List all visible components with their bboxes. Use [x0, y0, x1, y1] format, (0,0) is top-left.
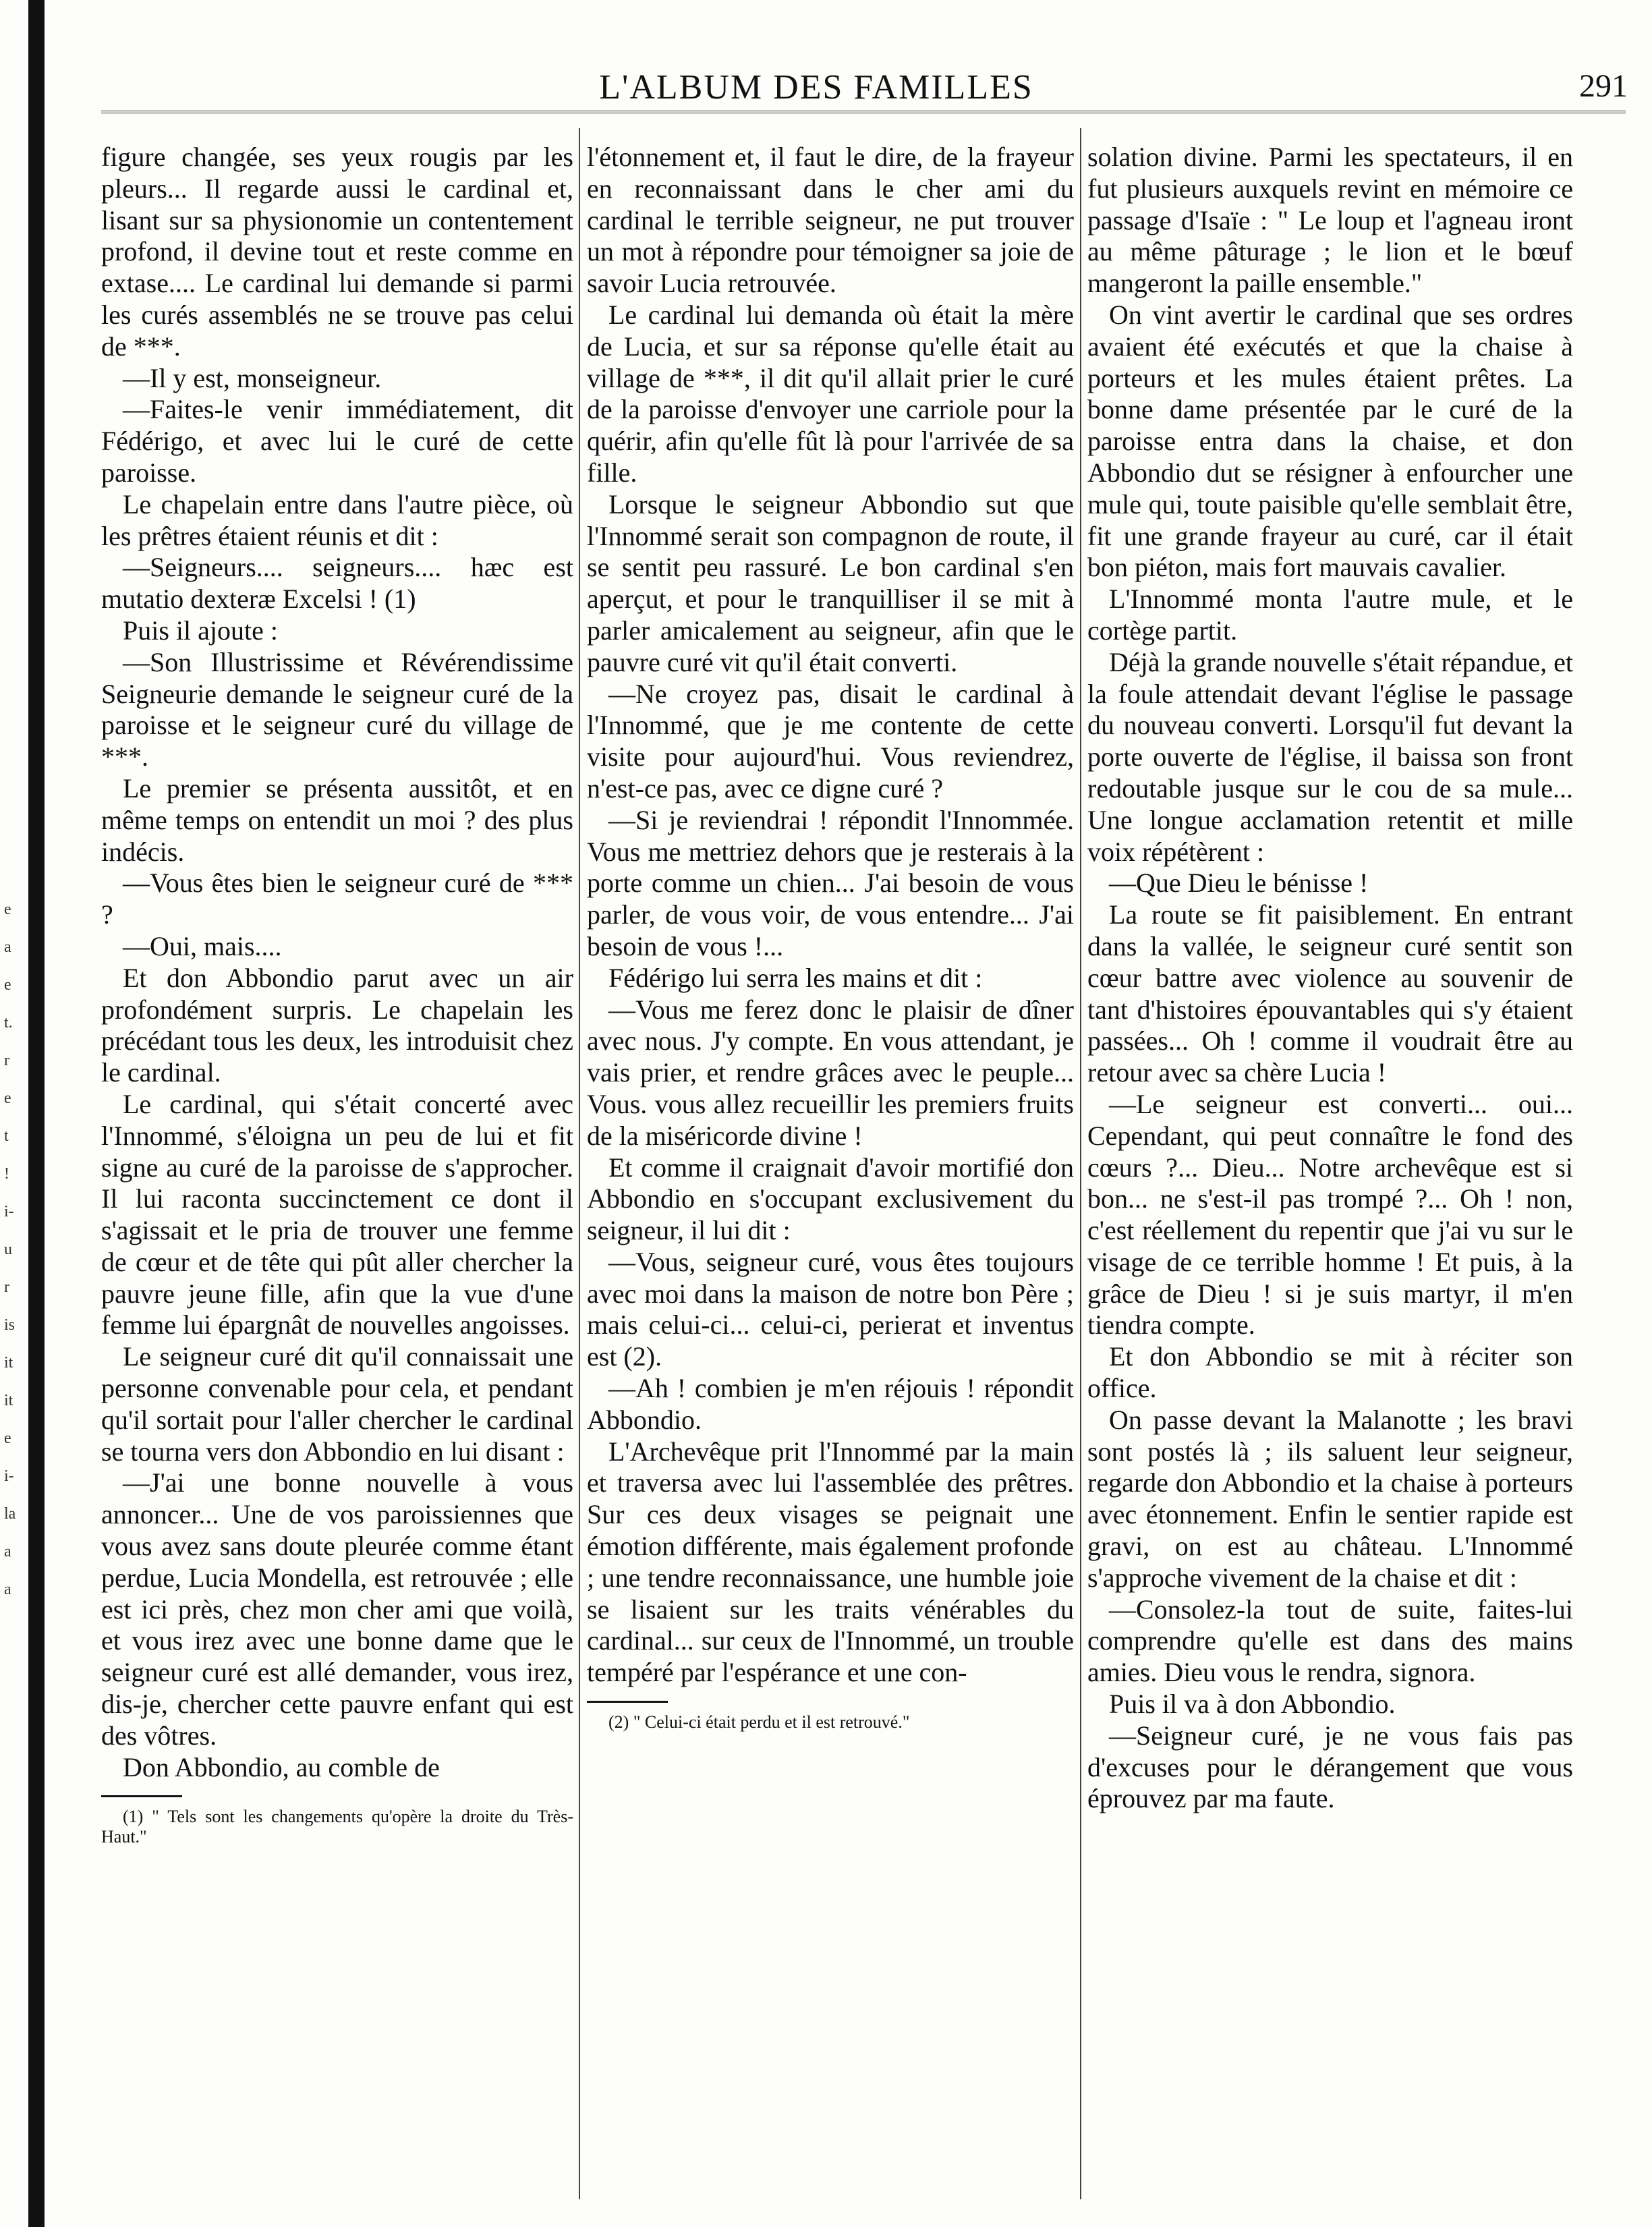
- paragraph: —Faites-le venir immédiatement, dit Fédérigo, et avec lui le curé de cette paroisse.: [101, 394, 573, 488]
- footnote-rule: [587, 1701, 668, 1703]
- paragraph: Le cardinal lui demanda où était la mère de Lucia, et sur sa réponse qu'elle était au village de ***, il dit qu'il allait prier le curé de la paroisse d'envoyer une carriole pour la quérir, afin qu'elle fût là pour l'arrivée de sa fille.: [587, 299, 1074, 488]
- header-rule: [101, 111, 1626, 113]
- footnote-rule: [101, 1795, 182, 1797]
- paragraph: —Ah ! combien je m'en réjouis ! répondit Abbondio.: [587, 1373, 1074, 1435]
- margin-letter: e: [4, 976, 11, 994]
- margin-letter: e: [4, 1090, 11, 1107]
- paragraph: Puis il va à don Abbondio.: [1109, 1689, 1396, 1720]
- text-column-2: [587, 142, 1074, 1732]
- margin-letters: [4, 891, 28, 1608]
- page-number: 291: [1579, 68, 1628, 104]
- margin-letter: t.: [4, 1014, 13, 1032]
- margin-letter: a: [4, 1543, 11, 1560]
- paragraph: l'étonnement et, il faut le dire, de la frayeur en reconnaissant dans le cher ami du cardinal le terrible seigneur, ne put trouver un mot à répondre pour témoigner sa joie de savoir Lucia retrouvée.: [587, 142, 1074, 299]
- margin-letter: i-: [4, 1467, 14, 1485]
- text-column-3: [1087, 142, 1573, 1815]
- paragraph: Le premier se présenta aussitôt, et en même temps on entendit un moi ? des plus indécis.: [101, 772, 573, 867]
- margin-letter: r: [4, 1052, 9, 1069]
- margin-letter: e: [4, 901, 11, 918]
- binding-shadow: [28, 0, 45, 2227]
- page-header-title: L'ALBUM DES FAMILLES: [599, 68, 1033, 107]
- paragraph: —Vous, seigneur curé, vous êtes toujours avec moi dans la maison de notre bon Père ; mais celui-ci... celui-ci, perierat et inventus est (2).: [587, 1246, 1074, 1372]
- margin-letter: la: [4, 1505, 16, 1523]
- paragraph: —Si je reviendrai ! répondit l'Innommée. Vous me mettriez dehors que je resterais à la porte comme un chien... J'ai besoin de vous parler, de vous voir, de vous entendre... J'ai besoin de vous !...: [587, 804, 1074, 961]
- paragraph: Et don Abbondio se mit à réciter son office.: [1087, 1341, 1573, 1404]
- paragraph: —Que Dieu le bénisse !: [1109, 868, 1369, 899]
- paragraph: L'Innommé monta l'autre mule, et le cortège partit.: [1087, 584, 1573, 646]
- column-divider: [1080, 128, 1081, 2199]
- margin-letter: t: [4, 1127, 9, 1145]
- paragraph: —Consolez-la tout de suite, faites-lui comprendre qu'elle est dans des mains amies. Dieu vous le rendra, signora.: [1087, 1594, 1573, 1688]
- margin-letter: is: [4, 1316, 16, 1334]
- paragraph: —Ne croyez pas, disait le cardinal à l'Innommé, que je me contente de cette visite pour aujourd'hui. Vous reviendrez, n'est-ce pas, avec ce digne curé ?: [587, 678, 1074, 804]
- footnote: (1) " Tels sont les changements qu'opère la droite du Très-Haut.": [101, 1807, 573, 1847]
- paragraph: Le seigneur curé dit qu'il connaissait une personne convenable pour cela, et pendant qu'il sortait pour l'aller chercher le cardinal se tourna vers don Abbondio en lui disant :: [101, 1341, 573, 1467]
- paragraph: —Vous me ferez donc le plaisir de dîner avec nous. J'y compte. En vous attendant, je vais prier, et rendre grâces avec le peuple... Vous. vous allez recueillir les premiers fruits de la miséricorde divine !: [587, 994, 1074, 1151]
- paragraph: —Son Illustrissime et Révérendissime Seigneurie demande le seigneur curé de la paroisse et le seigneur curé du village de ***.: [101, 646, 573, 772]
- margin-letter: it: [4, 1354, 13, 1372]
- column-divider: [579, 128, 580, 2199]
- paragraph: Don Abbondio, au comble de: [123, 1751, 440, 1782]
- paragraph: figure changée, ses yeux rougis par les pleurs... Il regarde aussi le cardinal et, lisant sur sa physionomie un contentement profond, il devine tout et reste comme en extase.... Le cardinal lui demande si parmi les curés assemblés ne se trouve pas celui de ***.: [101, 142, 573, 362]
- paragraph: La route se fit paisiblement. En entrant dans la vallée, le seigneur curé sentit son cœur battre avec violence au souvenir de tant d'histoires épouvantables qui s'y étaient passées... Oh ! comme il voudrait être au retour avec sa chère Lucia !: [1087, 899, 1573, 1088]
- margin-letter: e: [4, 1430, 11, 1447]
- margin-letter: !: [4, 1165, 9, 1183]
- paragraph: solation divine. Parmi les spectateurs, il en fut plusieurs auxquels revint en mémoire ce passage d'Isaïe : " Le loup et l'agneau iront au même pâturage ; le lion et le bœuf mangeront la paille ensemble.": [1087, 142, 1573, 299]
- text-column-1: [101, 142, 573, 1847]
- margin-letter: r: [4, 1278, 9, 1296]
- paragraph: Fédérigo lui serra les mains et dit :: [608, 962, 983, 993]
- margin-letter: u: [4, 1241, 12, 1258]
- paragraph: —J'ai une bonne nouvelle à vous annoncer... Une de vos paroissiennes que vous avez sans doute pleurée comme étant perdue, Lucia Mondella, est retrouvée ; elle est ici près, chez mon cher ami que voilà, et vous irez avec une bonne dame que le seigneur curé est allé demander, vous irez, dis-je, chercher cette pauvre enfant qui est des vôtres.: [101, 1467, 573, 1751]
- margin-letter: a: [4, 1581, 11, 1598]
- paragraph: On vint avertir le cardinal que ses ordres avaient été exécutés et que la chaise à porteurs et les mules étaient prêtes. La bonne dame présentée par le curé de la paroisse entra dans la chaise, et don Abbondio dut se résigner à enfourcher une mule qui, toute paisible qu'elle semblait être, fit une grande frayeur au curé, car il était bon piéton, mais fort mauvais cavalier.: [1087, 299, 1573, 583]
- paragraph: —Vous êtes bien le seigneur curé de *** ?: [101, 868, 573, 930]
- paragraph: —Seigneur curé, je ne vous fais pas d'excuses pour le dérangement que vous éprouvez par ma faute.: [1087, 1720, 1573, 1814]
- paragraph: Le cardinal, qui s'était concerté avec l'Innommé, s'éloigna un peu de lui et fit signe au curé de la paroisse de s'approcher. Il lui raconta succinctement ce dont il s'agissait et le pria de trouver une femme de cœur et de tête qui pût aller chercher la pauvre jeune fille, afin que la vue d'une femme lui épargnât de nouvelles angoisses.: [101, 1088, 573, 1341]
- paragraph: Et don Abbondio parut avec un air profondément surpris. Le chapelain les précédant tous les deux, les introduisit chez le cardinal.: [101, 962, 573, 1088]
- paragraph: L'Archevêque prit l'Innommé par la main et traversa avec lui l'assemblée des prêtres. Sur ces deux visages se peignait une émotion différente, mais également profonde ; une tendre reconnaissance, une humble joie se lisaient sur les traits vénérables du cardinal... sur ceux de l'Innommé, un trouble tempéré par l'espérance et une con-: [587, 1436, 1074, 1688]
- margin-letter: a: [4, 938, 11, 956]
- paragraph: —Il y est, monseigneur.: [123, 362, 382, 393]
- paragraph: —Seigneurs.... seigneurs.... hæc est mutatio dexteræ Excelsi ! (1): [101, 552, 573, 615]
- paragraph: Lorsque le seigneur Abbondio sut que l'Innommé serait son compagnon de route, il se sentit peu rassuré. Le bon cardinal s'en aperçut, et pour le tranquilliser il se mit à parler amicalement au seigneur, afin que le pauvre curé vit qu'il était converti.: [587, 488, 1074, 677]
- margin-letter: it: [4, 1392, 13, 1409]
- paragraph: Le chapelain entre dans l'autre pièce, où les prêtres étaient réunis et dit :: [101, 488, 573, 551]
- paragraph: On passe devant la Malanotte ; les bravi sont postés là ; ils saluent leur seigneur, regarde don Abbondio et la chaise à porteurs avec étonnement. Enfin le sentier rapide est gravi, on est au château. L'Innommé s'approche vivement de la chaise et dit :: [1087, 1404, 1573, 1593]
- paragraph: Et comme il craignait d'avoir mortifié don Abbondio en s'occupant exclusivement du seigneur, il lui dit :: [587, 1152, 1074, 1246]
- paragraph: —Oui, mais....: [123, 930, 282, 961]
- paragraph: Puis il ajoute :: [123, 615, 278, 646]
- footnote: (2) " Celui-ci était perdu et il est retrouvé.": [608, 1712, 910, 1732]
- paragraph: Déjà la grande nouvelle s'était répandue, et la foule attendait devant l'église le passage du nouveau converti. Lorsqu'il fut devant la porte ouverte de l'église, il baissa son front redoutable jusque sur le cou de sa mule... Une longue acclamation retentit et mille voix répétèrent :: [1087, 646, 1574, 867]
- paragraph: —Le seigneur est converti... oui... Cependant, qui peut connaître le fond des cœurs ?... Dieu... Notre archevêque est si bon... ne s'est-il pas trompé ?... Oh ! non, c'est réellement du repentir que j'ai vu sur le visage de ce terrible homme ! Et puis, à la grâce de Dieu ! si je suis martyr, il m'en tiendra compte.: [1087, 1088, 1573, 1341]
- margin-letter: i-: [4, 1203, 14, 1220]
